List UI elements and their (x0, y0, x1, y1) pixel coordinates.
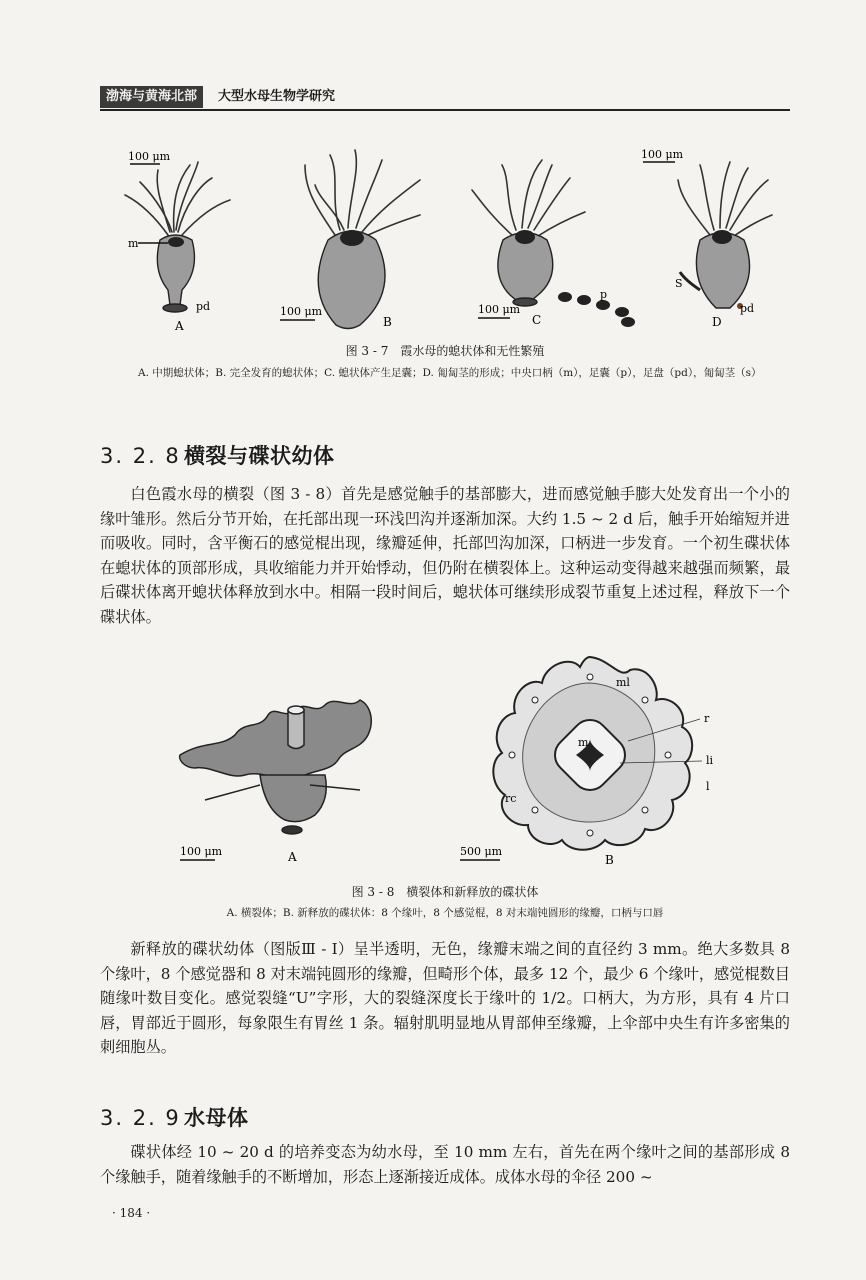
fig38-panel-b: B (605, 853, 614, 867)
panel-label-b: B (383, 315, 392, 329)
figure-3-7-caption-note: A. 中期螅状体；B. 完全发育的螅状体；C. 螅状体产生足囊；D. 匍匐茎的形成；中央口柄（m），足囊（p），足盘（pd），匍匐茎（s） (138, 367, 762, 379)
label-s: S (675, 277, 683, 290)
label-m-ephyra: m (578, 736, 589, 749)
label-li: li (706, 754, 714, 767)
label-rc: rc (505, 792, 517, 805)
scale-label-d: 100 μm (641, 148, 684, 161)
section-title-329: 水母体 (184, 1106, 249, 1130)
panel-label-a: A (175, 319, 184, 333)
figure-3-8-caption-title: 图 3 - 8 横裂体和新释放的碟状体 (351, 885, 539, 899)
scale-label-b: 100 μm (280, 305, 323, 318)
section-heading-3-2-8 (100, 440, 335, 470)
section-title: 横裂与碟状幼体 (184, 444, 335, 468)
section-number: 3. 2. 8 (100, 444, 181, 468)
label-p: p (600, 288, 608, 301)
section-number-329: 3. 2. 9 (100, 1106, 181, 1130)
fig38-panel-a: A (288, 850, 297, 864)
running-header-book-title: 大型水母生物学研究 (218, 89, 336, 104)
section-heading-3-2-9 (100, 1102, 249, 1132)
scale-label-c: 100 μm (478, 303, 521, 316)
fig38-scale-a: 100 μm (180, 845, 223, 858)
figure-3-7-illustration (100, 140, 790, 340)
panel-label-c: C (532, 313, 542, 327)
label-m: m (128, 237, 139, 250)
figure-3-7-caption-title: 图 3 - 7 霞水母的螅状体和无性繁殖 (345, 344, 545, 358)
figure-3-8-illustration (160, 650, 720, 880)
label-ml: ml (616, 676, 630, 689)
label-pd-d: pd (740, 302, 755, 315)
page-number: · 184 · (112, 1206, 151, 1220)
running-header-series: 渤海与黄海北部 (100, 86, 203, 108)
figure-3-8-caption-note: A. 横裂体；B. 新释放的碟状体：8 个缘叶，8 个感觉棍，8 对末端钝圆形的缘瓣，口柄与口唇 (226, 907, 664, 919)
label-r: r (704, 712, 710, 725)
fig38-scale-b: 500 μm (460, 845, 503, 858)
paragraph-strobilation: 白色霞水母的横裂（图 3 - 8）首先是感觉触手的基部膨大，进而感觉触手膨大处发育出一个小的缘叶雏形。然后分节开始，在托部出现一环浅凹沟并逐渐加深。大约 1.5 ~ 2 d 后，触手开始缩短并进而吸收。同时，含平衡石的感觉棍出现，缘瓣延伸，托部凹沟加深，口柄进一步发育。一个初生碟状体在螅状体的顶部形成，具收缩能力并开始悸动，但仍附在横裂体上。这种运动变得越来越强而频繁，最后碟状体离开螅状体释放到水中。相隔一段时间后，螅状体可继续形成裂节重复上述过程，释放下一个碟状体。 (100, 485, 790, 626)
panel-label-d: D (712, 315, 722, 329)
header-rule (100, 109, 790, 111)
label-pd: pd (196, 300, 211, 313)
label-l: l (706, 780, 710, 793)
scale-label-a: 100 μm (128, 150, 171, 163)
paragraph-ephyra: 新释放的碟状幼体（图版Ⅲ - Ⅰ）呈半透明，无色，缘瓣末端之间的直径约 3 mm。绝大多数具 8 个缘叶，8 个感觉器和 8 对末端钝圆形的缘瓣，但畸形个体，最多 12 个，最少 6 个缘叶，感觉棍数目随缘叶数目变化。感觉裂缝“U”字形，大的裂缝深度长于缘叶的 1/2。口柄大，为方形，具有 4 片口唇，胃部近于圆形，每象限生有胃丝 1 条。辐射肌明显地从胃部伸至缘瓣，上伞部中央生有许多密集的刺细胞丛。 (100, 940, 790, 1057)
paragraph-medusa: 碟状体经 10 ~ 20 d 的培养变态为幼水母，至 10 mm 左右，首先在两个缘叶之间的基部形成 8 个缘触手，随着缘触手的不断增加，形态上逐渐接近成体。成体水母的伞径 200 ~ (100, 1143, 790, 1186)
